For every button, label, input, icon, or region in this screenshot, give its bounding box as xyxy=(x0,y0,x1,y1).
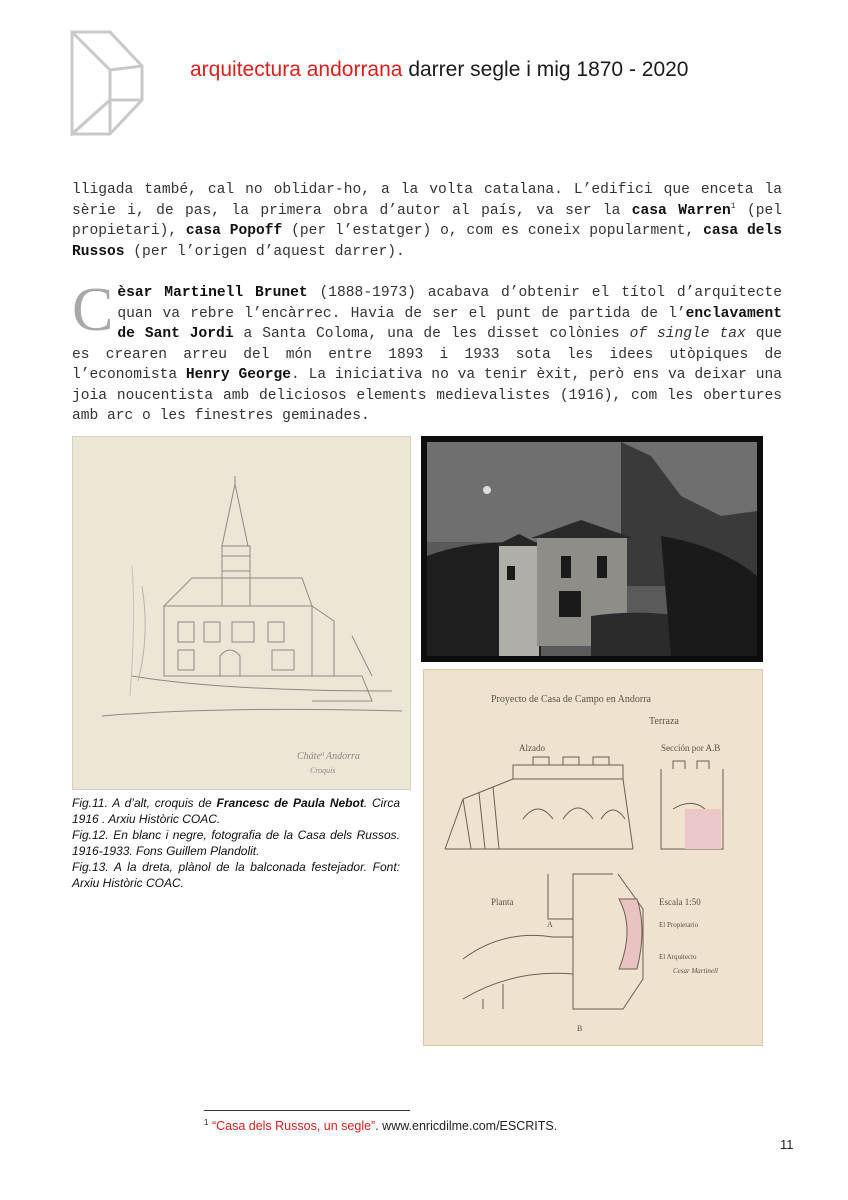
paragraph-2 xyxy=(72,276,782,427)
p2-text-2: a Santa Coloma, una de les disset colònies xyxy=(233,326,630,342)
plan-drawing xyxy=(423,669,763,1046)
header-title-rest: darrer segle i mig 1870 - 2020 xyxy=(408,58,689,81)
paragraph-1 xyxy=(72,180,782,262)
plan-title: Proyecto de Casa de Campo en Andorra xyxy=(491,694,651,705)
caption-fig11 xyxy=(72,795,400,827)
figure-caption xyxy=(72,795,400,891)
header-title-red: arquitectura andorrana xyxy=(190,58,403,81)
p1-bold-casa-russos: casa dels Russos xyxy=(72,223,782,260)
p2-bold-enclavament: enclavament de Sant Jordi xyxy=(117,305,782,342)
plan-propietario: El Propietario xyxy=(659,921,699,929)
footnote-number: 1 xyxy=(204,1118,209,1127)
sketch-drawing xyxy=(72,436,411,790)
plan-escala: Escala 1:50 xyxy=(659,897,701,907)
caption-fig11-pre: Fig.11. A d’alt, croquis de xyxy=(72,796,217,810)
plan-seccion: Sección por A.B xyxy=(661,743,721,753)
plan-alzado: Alzado xyxy=(519,743,545,753)
p1-text-1: lligada també, cal no oblidar-ho, a la volta catalana. L’edifici que enceta la sèrie i, de pas, la primera obra d’autor al país, va ser la xyxy=(72,182,782,219)
logo xyxy=(70,30,144,136)
caption-fig13: Fig.13. A la dreta, plànol de la balconada festejador. Font: Arxiu Històric COAC. xyxy=(72,860,400,890)
footnote-link[interactable]: “Casa dels Russos, un segle” xyxy=(211,1119,376,1134)
p2-text-1: (1888-1973) acabava d’obtenir el títol d’arquitecte quan va rebre l’encàrrec. Havia de ser el punt de partida de l’ xyxy=(117,285,782,322)
p1-bold-casa-warren: casa Warren xyxy=(631,202,731,219)
footnote-ref[interactable]: 1 xyxy=(730,201,736,211)
sketch-signature-2: Croquis xyxy=(310,766,336,775)
page-header xyxy=(190,58,689,82)
caption-fig12: Fig.12. En blanc i negre, fotografia de la Casa dels Russos. 1916-1933. Fons Guillem Plandolit. xyxy=(72,828,400,858)
p1-bold-casa-popoff: casa Popoff xyxy=(185,223,283,239)
plan-subtitle: Terraza xyxy=(649,716,679,727)
plan-marker-a: A xyxy=(547,920,553,929)
caption-fig11-author: Francesc de Paula Nebot xyxy=(216,796,364,810)
footnote xyxy=(204,1118,557,1133)
logo-mark xyxy=(70,30,144,136)
p2-bold-martinell: èsar Martinell Brunet xyxy=(117,285,308,301)
p1-text-3: (per l’estatger) o, com es coneix popularment, xyxy=(282,223,704,239)
page-number: 11 xyxy=(780,1137,794,1152)
p2-italic-single-tax: of single tax xyxy=(629,326,746,342)
drop-cap: C xyxy=(72,276,114,344)
figure-photo xyxy=(421,436,763,662)
photo-casa-russos xyxy=(421,436,763,662)
footnote-text: . www.enricdilme.com/ESCRITS. xyxy=(375,1119,558,1134)
footnote-divider xyxy=(204,1110,410,1111)
plan-arquitecto: El Arquitecto xyxy=(659,953,697,961)
plan-planta: Planta xyxy=(491,897,514,907)
p2-text-3: que es crearen arreu del món entre 1893 i 1933 sota les idees utòpiques de l’economista xyxy=(72,326,782,383)
sketch-signature: Cháteª Andorra xyxy=(297,751,360,762)
plan-marker-b: B xyxy=(577,1024,583,1033)
figure-sketch xyxy=(72,436,411,790)
p1-text-4: (per l’origen d’aquest darrer). xyxy=(124,243,405,260)
figure-plan xyxy=(423,669,763,1046)
p1-text-2: (pel propietari), xyxy=(72,202,782,239)
p2-text-4: . La iniciativa no va tenir èxit, però ens va deixar una joia noucentista amb deliciosos elements medievalistes (1916), com les obertures amb arc o les finestres geminades. xyxy=(72,367,782,424)
plan-firma: Cesar Martinell xyxy=(673,967,718,975)
p2-bold-henry-george: Henry George xyxy=(185,367,292,383)
caption-fig11-post: . Circa 1916 . Arxiu Històric COAC. xyxy=(72,796,400,826)
